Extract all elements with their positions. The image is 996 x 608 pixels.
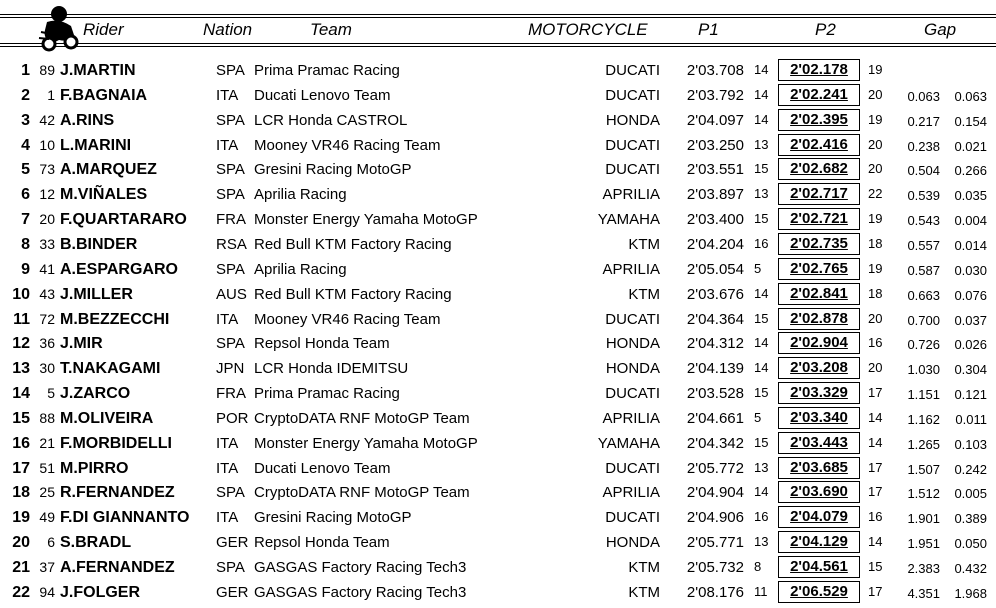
gap-first: 1.151 bbox=[907, 387, 940, 403]
p1-time: 2'04.906 bbox=[686, 509, 744, 527]
p1-lap: 15 bbox=[754, 161, 769, 177]
header-p2: P2 bbox=[815, 20, 836, 39]
rider-number: 94 bbox=[39, 583, 55, 600]
p1-time: 2'08.176 bbox=[686, 583, 744, 601]
motorcycle: HONDA bbox=[605, 534, 660, 552]
rider-name: M.OLIVEIRA bbox=[60, 409, 154, 427]
table-row bbox=[0, 480, 996, 504]
rider-number: 89 bbox=[39, 62, 55, 78]
nation: ITA bbox=[216, 459, 239, 477]
p2-best-time: 2'04.561 bbox=[778, 556, 860, 578]
p2-best-time: 2'02.178 bbox=[778, 59, 860, 81]
p2-lap: 16 bbox=[868, 509, 883, 525]
p2-best-time: 2'06.529 bbox=[778, 581, 860, 603]
p1-lap: 14 bbox=[754, 62, 769, 77]
gap-first: 0.063 bbox=[907, 88, 940, 104]
nation: ITA bbox=[216, 136, 239, 154]
table-row bbox=[0, 580, 996, 604]
gap-previous: 0.103 bbox=[954, 436, 987, 452]
table-row bbox=[0, 431, 996, 455]
gap-first: 0.543 bbox=[907, 213, 940, 229]
motorcycle: DUCATI bbox=[605, 310, 660, 328]
position: 11 bbox=[13, 310, 30, 328]
rider-number: 1 bbox=[47, 86, 55, 103]
p1-time: 2'03.250 bbox=[686, 136, 744, 154]
gap-first: 1.512 bbox=[907, 486, 940, 502]
p1-lap: 5 bbox=[754, 409, 762, 425]
nation: RSA bbox=[216, 235, 247, 253]
p2-best-time: 2'02.735 bbox=[778, 233, 860, 255]
p2-lap: 20 bbox=[868, 360, 883, 376]
motorcycle: HONDA bbox=[605, 111, 660, 129]
p1-time: 2'03.400 bbox=[686, 211, 744, 229]
position: 17 bbox=[12, 459, 30, 477]
nation: POR bbox=[216, 409, 249, 427]
gap-first: 0.587 bbox=[907, 262, 940, 278]
motorcycle: DUCATI bbox=[605, 136, 660, 154]
p1-lap: 14 bbox=[754, 360, 769, 376]
gap-first: 4.351 bbox=[907, 585, 940, 601]
p1-time: 2'03.676 bbox=[686, 285, 744, 303]
p2-lap: 22 bbox=[868, 186, 883, 202]
table-row bbox=[0, 282, 996, 306]
header-p1: P1 bbox=[698, 20, 719, 39]
gap-first: 1.901 bbox=[907, 511, 940, 527]
motorcycle: DUCATI bbox=[605, 509, 660, 527]
rider-name: F.DI GIANNANTO bbox=[60, 509, 190, 527]
gap-previous: 0.242 bbox=[954, 461, 987, 477]
p1-lap: 13 bbox=[754, 459, 769, 475]
header-motorcycle: MOTORCYCLE bbox=[528, 20, 648, 39]
team-name: Red Bull KTM Factory Racing bbox=[254, 235, 452, 253]
nation: SPA bbox=[216, 335, 245, 353]
rider-number: 51 bbox=[39, 459, 55, 476]
gap-previous: 0.050 bbox=[954, 536, 987, 552]
p1-lap: 13 bbox=[754, 136, 769, 152]
gap-first: 0.726 bbox=[907, 337, 940, 353]
motorcycle: YAMAHA bbox=[597, 434, 660, 452]
nation: SPA bbox=[216, 559, 245, 576]
position: 10 bbox=[12, 285, 30, 303]
p2-best-time: 2'02.682 bbox=[778, 158, 860, 180]
p2-best-time: 2'02.841 bbox=[778, 283, 860, 305]
p2-lap: 20 bbox=[868, 86, 883, 102]
rider-number: 41 bbox=[39, 260, 55, 277]
nation: JPN bbox=[216, 360, 245, 378]
p1-time: 2'03.708 bbox=[686, 62, 744, 79]
p2-lap: 19 bbox=[868, 62, 883, 77]
rider-number: 49 bbox=[39, 509, 55, 526]
gap-first: 1.507 bbox=[907, 461, 940, 477]
p1-time: 2'03.897 bbox=[686, 186, 744, 204]
position: 7 bbox=[21, 211, 30, 229]
position: 2 bbox=[21, 86, 30, 104]
position: 8 bbox=[21, 235, 30, 253]
p2-best-time: 2'03.329 bbox=[778, 382, 860, 404]
p1-lap: 15 bbox=[754, 434, 769, 450]
motorcycle-rider-icon bbox=[37, 4, 81, 52]
team-name: LCR Honda CASTROL bbox=[254, 111, 408, 129]
team-name: Aprilia Racing bbox=[254, 260, 347, 278]
p2-lap: 20 bbox=[868, 136, 883, 152]
team-name: Repsol Honda Team bbox=[254, 534, 390, 552]
team-name: GASGAS Factory Racing Tech3 bbox=[254, 559, 467, 576]
header-rule-top-2 bbox=[0, 17, 996, 18]
rider-number: 88 bbox=[39, 409, 55, 426]
p1-lap: 8 bbox=[754, 559, 762, 574]
p1-lap: 14 bbox=[754, 285, 769, 301]
gap-previous: 0.154 bbox=[954, 113, 987, 129]
p2-lap: 15 bbox=[868, 559, 883, 574]
gap-previous: 0.011 bbox=[955, 411, 987, 427]
rider-name: J.FOLGER bbox=[60, 583, 141, 601]
gap-previous: 0.030 bbox=[954, 262, 987, 278]
position: 5 bbox=[21, 161, 30, 179]
rider-number: 6 bbox=[47, 534, 55, 551]
team-name: LCR Honda IDEMITSU bbox=[254, 360, 409, 378]
p1-time: 2'05.771 bbox=[686, 534, 744, 552]
position: 22 bbox=[12, 583, 30, 601]
nation: SPA bbox=[216, 161, 245, 179]
rider-name: F.MORBIDELLI bbox=[60, 434, 172, 452]
header-team: Team bbox=[310, 20, 352, 39]
p2-best-time: 2'02.904 bbox=[778, 332, 860, 354]
p2-lap: 18 bbox=[868, 235, 883, 251]
motorcycle: HONDA bbox=[605, 360, 660, 378]
p1-lap: 14 bbox=[754, 335, 769, 351]
p2-lap: 19 bbox=[868, 260, 883, 276]
gap-previous: 0.004 bbox=[954, 213, 987, 229]
rider-name: F.BAGNAIA bbox=[60, 86, 148, 104]
nation: ITA bbox=[216, 509, 239, 527]
table-row bbox=[0, 381, 996, 405]
p2-best-time: 2'02.721 bbox=[778, 208, 860, 230]
p2-best-time: 2'03.443 bbox=[778, 432, 860, 454]
gap-previous: 0.121 bbox=[954, 387, 987, 403]
position: 15 bbox=[12, 409, 30, 427]
motorcycle: DUCATI bbox=[605, 385, 660, 403]
p1-time: 2'03.551 bbox=[686, 161, 744, 179]
p2-lap: 20 bbox=[868, 310, 883, 326]
p1-lap: 14 bbox=[754, 111, 769, 127]
p1-time: 2'04.312 bbox=[686, 335, 744, 353]
p1-lap: 5 bbox=[754, 260, 762, 276]
rider-name: J.ZARCO bbox=[60, 385, 131, 403]
p2-lap: 14 bbox=[868, 409, 883, 425]
nation: FRA bbox=[216, 211, 246, 229]
gap-previous: 0.014 bbox=[954, 237, 987, 253]
motorcycle: APRILIA bbox=[602, 484, 660, 502]
nation: SPA bbox=[216, 62, 245, 79]
motorcycle: KTM bbox=[628, 285, 660, 303]
p2-lap: 17 bbox=[868, 459, 883, 475]
nation: GER bbox=[216, 534, 249, 552]
table-row bbox=[0, 505, 996, 529]
table-row bbox=[0, 530, 996, 554]
table-row bbox=[0, 207, 996, 231]
motorcycle: APRILIA bbox=[602, 260, 660, 278]
position: 14 bbox=[12, 385, 30, 403]
position: 4 bbox=[21, 136, 30, 154]
rider-number: 42 bbox=[39, 111, 55, 128]
nation: SPA bbox=[216, 111, 245, 129]
motorcycle: YAMAHA bbox=[597, 211, 660, 229]
rider-number: 43 bbox=[39, 285, 55, 302]
gap-previous: 1.968 bbox=[954, 585, 987, 601]
nation: SPA bbox=[216, 260, 245, 278]
motorcycle: HONDA bbox=[605, 335, 660, 353]
nation: SPA bbox=[216, 484, 245, 502]
team-name: Aprilia Racing bbox=[254, 186, 347, 204]
table-row bbox=[0, 356, 996, 380]
gap-first: 0.539 bbox=[907, 188, 940, 204]
team-name: Mooney VR46 Racing Team bbox=[254, 310, 441, 328]
position: 21 bbox=[12, 559, 30, 576]
p1-lap: 14 bbox=[754, 86, 769, 102]
rider-number: 72 bbox=[39, 310, 55, 327]
p2-best-time: 2'02.878 bbox=[778, 308, 860, 330]
rider-name: M.BEZZECCHI bbox=[60, 310, 170, 328]
team-name: GASGAS Factory Racing Tech3 bbox=[254, 583, 467, 601]
position: 16 bbox=[12, 434, 30, 452]
p2-best-time: 2'02.395 bbox=[778, 109, 860, 131]
p2-best-time: 2'03.208 bbox=[778, 357, 860, 379]
header-rule-bottom bbox=[0, 43, 996, 44]
rider-name: J.MARTIN bbox=[60, 62, 136, 79]
team-name: Prima Pramac Racing bbox=[254, 385, 400, 403]
table-row bbox=[0, 555, 996, 579]
rider-name: A.ESPARGARO bbox=[60, 260, 178, 278]
position: 9 bbox=[21, 260, 30, 278]
team-name: Gresini Racing MotoGP bbox=[254, 161, 412, 179]
table-row bbox=[0, 182, 996, 206]
position: 6 bbox=[21, 186, 30, 204]
p2-lap: 19 bbox=[868, 211, 883, 227]
motorcycle: DUCATI bbox=[605, 161, 660, 179]
rider-number: 20 bbox=[39, 211, 55, 228]
rider-name: M.PIRRO bbox=[60, 459, 129, 477]
gap-previous: 0.076 bbox=[954, 287, 987, 303]
gap-first: 1.030 bbox=[907, 362, 940, 378]
rider-name: A.RINS bbox=[60, 111, 115, 129]
nation: ITA bbox=[216, 434, 239, 452]
rider-number: 21 bbox=[39, 434, 55, 451]
team-name: Ducati Lenovo Team bbox=[254, 459, 391, 477]
gap-first: 1.951 bbox=[907, 536, 940, 552]
p1-time: 2'04.139 bbox=[686, 360, 744, 378]
rider-name: J.MILLER bbox=[60, 285, 133, 303]
gap-previous: 0.266 bbox=[954, 163, 987, 179]
header-rider: Rider bbox=[83, 20, 124, 39]
rider-name: A.FERNANDEZ bbox=[60, 559, 175, 576]
rider-name: L.MARINI bbox=[60, 136, 132, 154]
rider-number: 25 bbox=[39, 484, 55, 501]
gap-first: 2.383 bbox=[907, 561, 940, 576]
p1-time: 2'04.904 bbox=[686, 484, 744, 502]
header-nation: Nation bbox=[203, 20, 253, 39]
position: 1 bbox=[21, 62, 30, 79]
p2-best-time: 2'04.129 bbox=[778, 531, 860, 553]
position: 19 bbox=[12, 509, 30, 527]
rider-name: B.BINDER bbox=[60, 235, 138, 253]
rider-name: R.FERNANDEZ bbox=[60, 484, 175, 502]
p2-lap: 16 bbox=[868, 335, 883, 351]
p2-lap: 14 bbox=[868, 534, 883, 550]
gap-previous: 0.389 bbox=[954, 511, 987, 527]
p2-lap: 17 bbox=[868, 484, 883, 500]
nation: GER bbox=[216, 583, 249, 601]
p2-best-time: 2'03.340 bbox=[778, 407, 860, 429]
p1-time: 2'05.054 bbox=[686, 260, 744, 278]
p2-best-time: 2'02.416 bbox=[778, 134, 860, 156]
motorcycle: DUCATI bbox=[605, 62, 660, 79]
header-rule-bottom-2 bbox=[0, 46, 996, 47]
rider-number: 12 bbox=[39, 186, 55, 203]
p2-best-time: 2'04.079 bbox=[778, 506, 860, 528]
rider-name: T.NAKAGAMI bbox=[60, 360, 161, 378]
gap-previous: 0.021 bbox=[954, 138, 987, 154]
motorcycle: KTM bbox=[628, 235, 660, 253]
p1-lap: 15 bbox=[754, 310, 769, 326]
p1-time: 2'04.364 bbox=[686, 310, 744, 328]
p1-time: 2'05.732 bbox=[686, 559, 744, 576]
table-row bbox=[0, 307, 996, 331]
p2-lap: 19 bbox=[868, 111, 883, 127]
team-name: Repsol Honda Team bbox=[254, 335, 390, 353]
rider-number: 37 bbox=[39, 559, 55, 575]
p1-lap: 15 bbox=[754, 385, 769, 401]
team-name: CryptoDATA RNF MotoGP Team bbox=[254, 409, 470, 427]
team-name: Monster Energy Yamaha MotoGP bbox=[254, 434, 478, 452]
gap-first: 1.265 bbox=[907, 436, 940, 452]
p1-lap: 13 bbox=[754, 186, 769, 202]
table-row bbox=[0, 232, 996, 256]
table-row bbox=[0, 456, 996, 480]
p1-time: 2'03.528 bbox=[686, 385, 744, 403]
table-row bbox=[0, 58, 996, 82]
position: 13 bbox=[12, 360, 30, 378]
gap-previous: 0.035 bbox=[954, 188, 987, 204]
rider-number: 73 bbox=[39, 161, 55, 178]
p1-lap: 16 bbox=[754, 509, 769, 525]
rider-number: 33 bbox=[39, 235, 55, 252]
p1-time: 2'04.342 bbox=[686, 434, 744, 452]
p1-lap: 14 bbox=[754, 484, 769, 500]
position: 3 bbox=[21, 111, 30, 129]
rider-number: 30 bbox=[39, 360, 55, 377]
motorcycle: KTM bbox=[628, 559, 660, 576]
position: 18 bbox=[12, 484, 30, 502]
gap-first: 0.504 bbox=[907, 163, 940, 179]
table-row bbox=[0, 133, 996, 157]
motorcycle: APRILIA bbox=[602, 409, 660, 427]
p2-best-time: 2'03.690 bbox=[778, 481, 860, 503]
nation: SPA bbox=[216, 186, 245, 204]
p2-lap: 17 bbox=[868, 583, 883, 599]
p2-best-time: 2'02.241 bbox=[778, 84, 860, 106]
team-name: Ducati Lenovo Team bbox=[254, 86, 391, 104]
rider-name: F.QUARTARARO bbox=[60, 211, 187, 229]
p2-best-time: 2'02.717 bbox=[778, 183, 860, 205]
rider-name: S.BRADL bbox=[60, 534, 132, 552]
p2-lap: 20 bbox=[868, 161, 883, 177]
gap-first: 0.217 bbox=[907, 113, 940, 129]
header-gap: Gap bbox=[924, 20, 957, 39]
team-name: Monster Energy Yamaha MotoGP bbox=[254, 211, 478, 229]
table-row bbox=[0, 331, 996, 355]
motorcycle: DUCATI bbox=[605, 86, 660, 104]
motorcycle: KTM bbox=[628, 583, 660, 601]
gap-first: 0.238 bbox=[907, 138, 940, 154]
p2-lap: 14 bbox=[868, 434, 883, 450]
gap-first: 0.663 bbox=[907, 287, 940, 303]
p1-lap: 13 bbox=[754, 534, 769, 550]
rider-number: 5 bbox=[47, 385, 55, 402]
rider-name: M.VIÑALES bbox=[60, 186, 148, 204]
gap-first: 0.700 bbox=[907, 312, 940, 328]
rider-number: 10 bbox=[39, 136, 55, 153]
p1-time: 2'04.097 bbox=[686, 111, 744, 129]
gap-previous: 0.037 bbox=[954, 312, 987, 328]
p2-lap: 18 bbox=[868, 285, 883, 301]
team-name: Gresini Racing MotoGP bbox=[254, 509, 412, 527]
position: 12 bbox=[12, 335, 30, 353]
position: 20 bbox=[12, 534, 30, 552]
nation: ITA bbox=[216, 86, 239, 104]
gap-first: 1.162 bbox=[907, 411, 940, 427]
gap-previous: 0.026 bbox=[954, 337, 987, 353]
p1-time: 2'04.661 bbox=[686, 409, 744, 427]
p1-time: 2'04.204 bbox=[686, 235, 744, 253]
table-row bbox=[0, 157, 996, 181]
motorcycle: DUCATI bbox=[605, 459, 660, 477]
p2-lap: 17 bbox=[868, 385, 883, 401]
header-rule-top bbox=[0, 14, 996, 15]
gap-first: 0.557 bbox=[907, 237, 940, 253]
nation: ITA bbox=[216, 310, 239, 328]
p1-lap: 15 bbox=[754, 211, 769, 227]
p1-time: 2'05.772 bbox=[686, 459, 744, 477]
p1-lap: 16 bbox=[754, 235, 769, 251]
gap-previous: 0.063 bbox=[954, 88, 987, 104]
gap-previous: 0.304 bbox=[954, 362, 987, 378]
p2-best-time: 2'03.685 bbox=[778, 457, 860, 479]
table-row bbox=[0, 257, 996, 281]
table-row bbox=[0, 406, 996, 430]
team-name: CryptoDATA RNF MotoGP Team bbox=[254, 484, 470, 502]
nation: FRA bbox=[216, 385, 246, 403]
p2-best-time: 2'02.765 bbox=[778, 258, 860, 280]
table-row bbox=[0, 83, 996, 107]
table-row bbox=[0, 108, 996, 132]
p1-time: 2'03.792 bbox=[686, 86, 744, 104]
gap-previous: 0.005 bbox=[954, 486, 987, 502]
p1-lap: 11 bbox=[754, 583, 768, 599]
team-name: Red Bull KTM Factory Racing bbox=[254, 285, 452, 303]
rider-name: J.MIR bbox=[60, 335, 103, 353]
team-name: Mooney VR46 Racing Team bbox=[254, 136, 441, 154]
motorcycle: APRILIA bbox=[602, 186, 660, 204]
team-name: Prima Pramac Racing bbox=[254, 62, 400, 79]
nation: AUS bbox=[216, 285, 247, 303]
rider-name: A.MARQUEZ bbox=[60, 161, 157, 179]
gap-previous: 0.432 bbox=[954, 561, 987, 576]
rider-number: 36 bbox=[39, 335, 55, 352]
